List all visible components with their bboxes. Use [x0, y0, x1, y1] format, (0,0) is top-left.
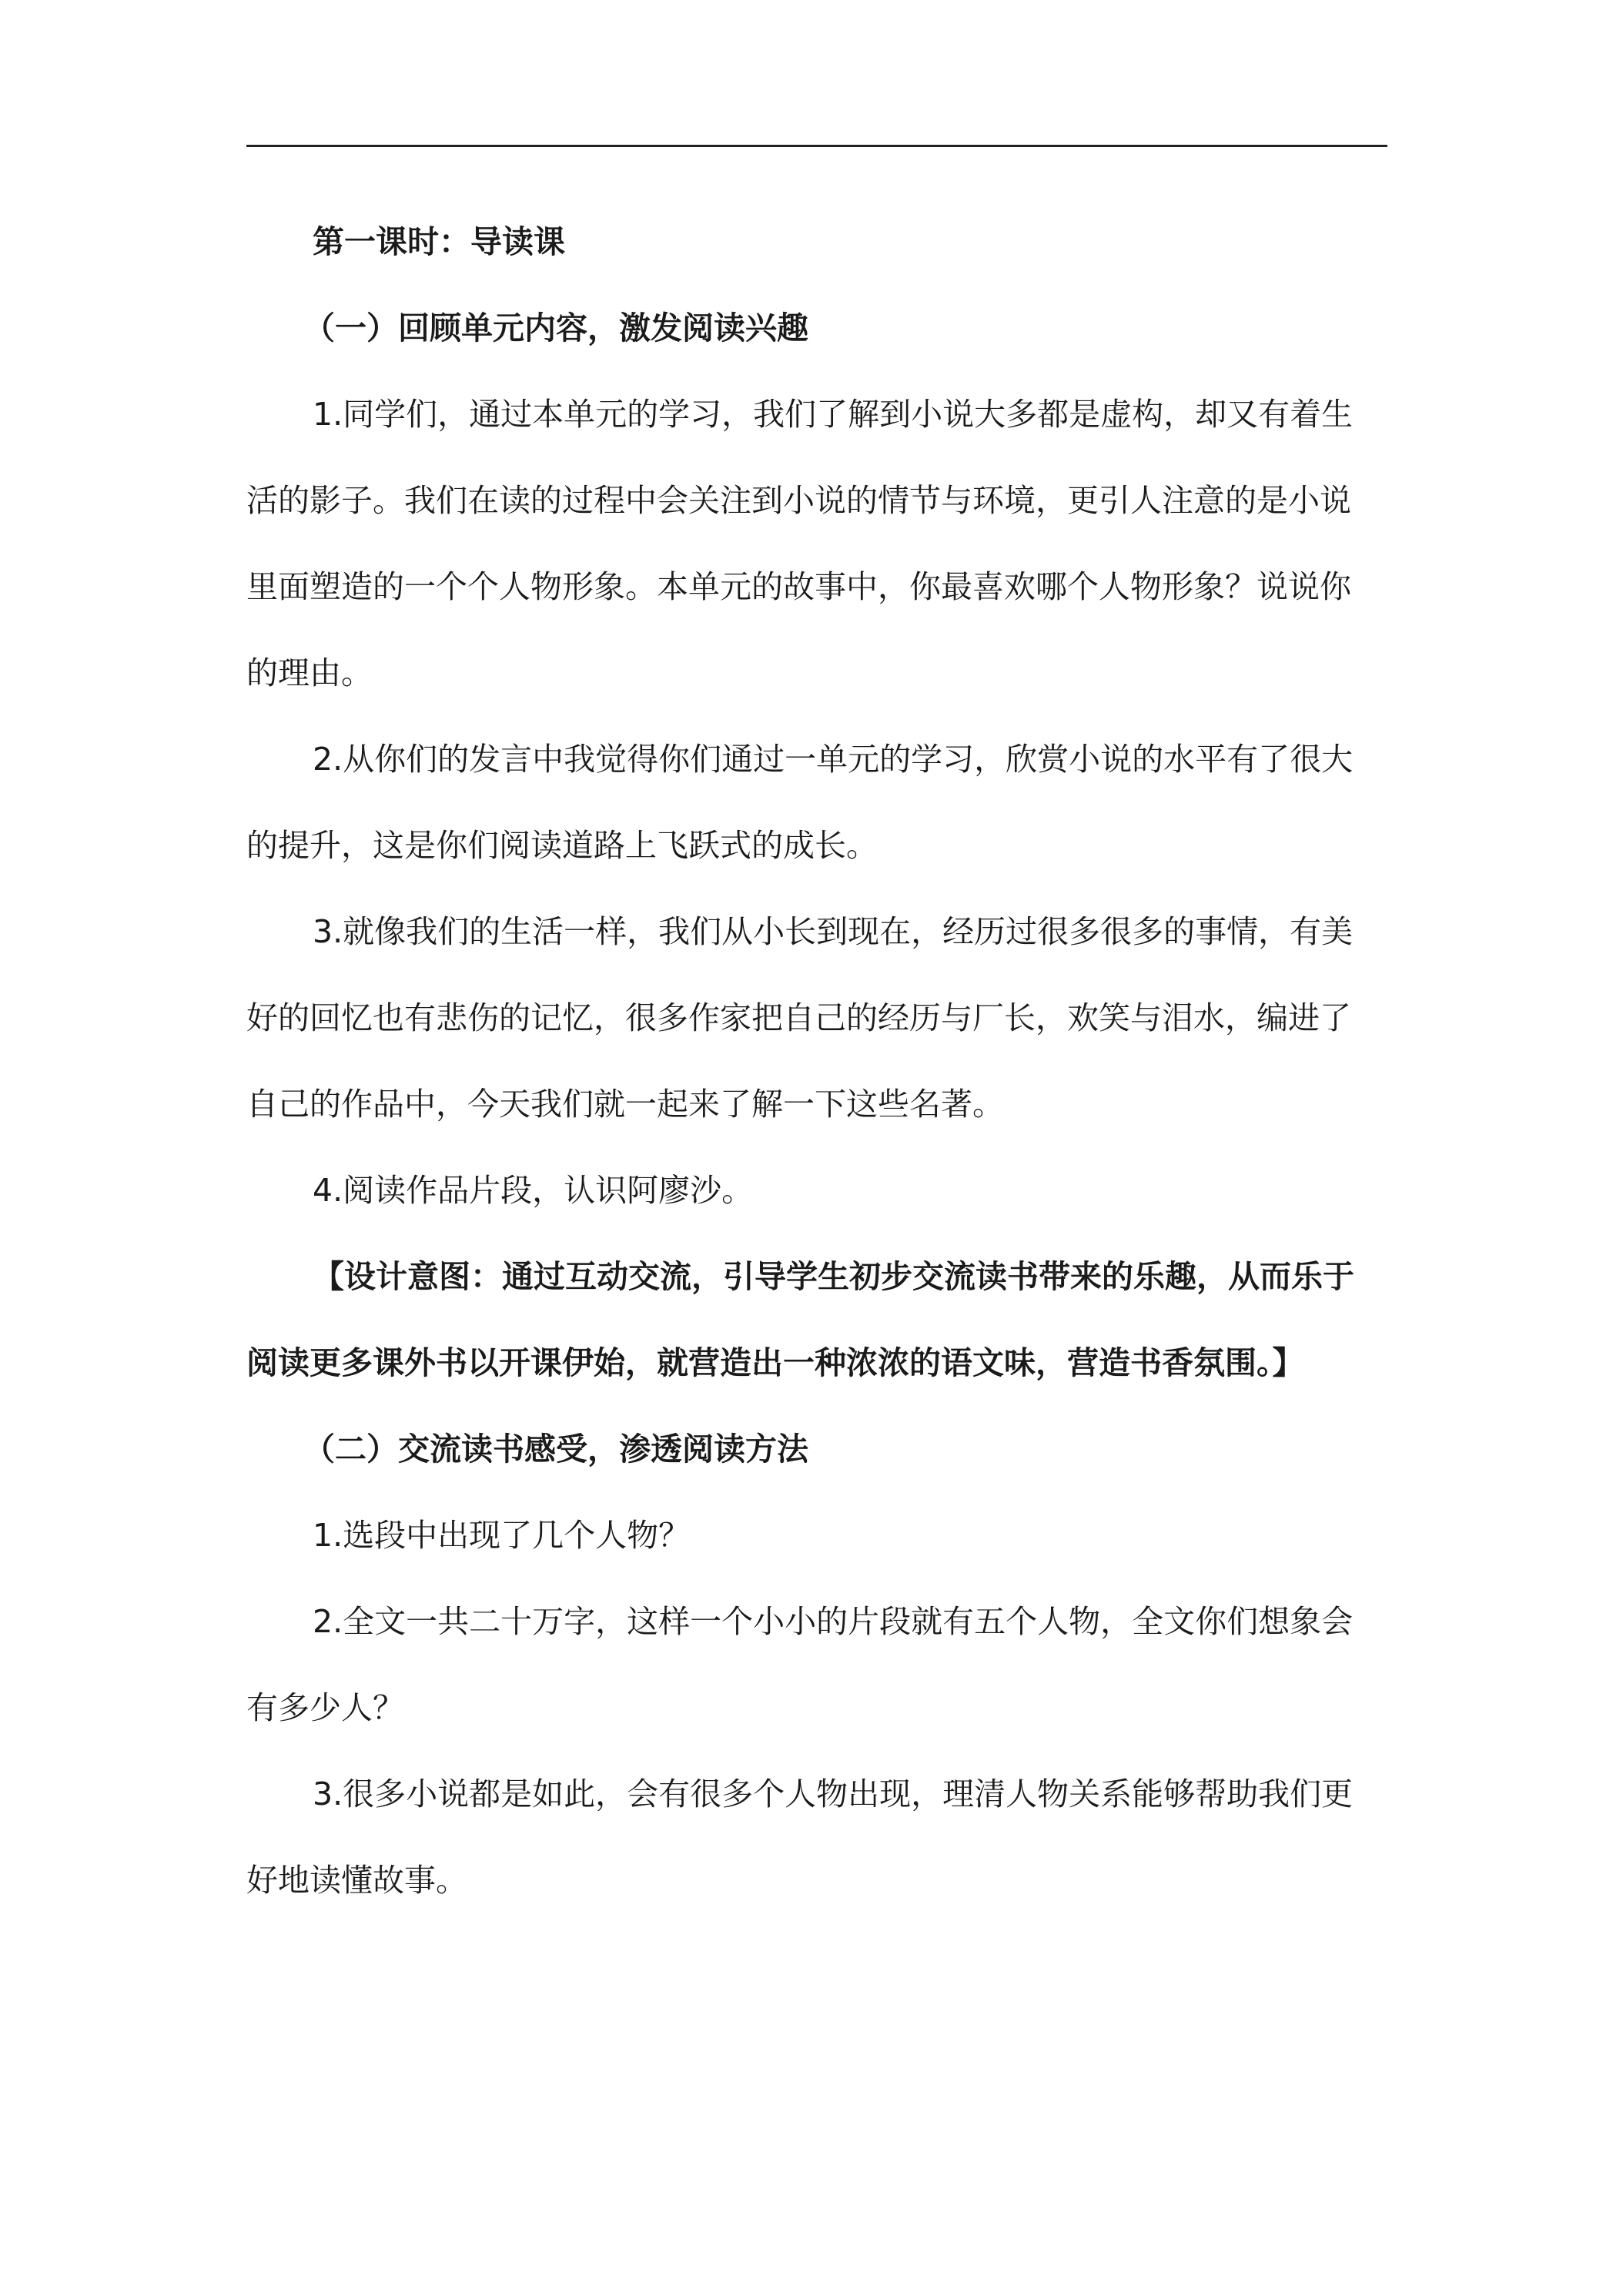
design-intent-line: 阅读更多课外书以开课伊始，就营造出一种浓浓的语文味，营造书香氛围。】 [246, 1344, 1304, 1381]
paragraph-line: 自己的作品中，今天我们就一起来了解一下这些名著。 [246, 1086, 1004, 1123]
paragraph-line: 里面塑造的一个个人物形象。本单元的故事中，你最喜欢哪个人物形象？说说你 [246, 568, 1351, 605]
design-intent-line: 【设计意图：通过互动交流，引导学生初步交流读书带来的乐趣，从而乐于 [313, 1258, 1354, 1295]
paragraph-line: 好的回忆也有悲伤的记忆，很多作家把自己的经历与厂长，欢笑与泪水，编进了 [246, 999, 1351, 1036]
paragraph-line: 的提升，这是你们阅读道路上飞跃式的成长。 [246, 827, 878, 864]
paragraph-line: 的理由。 [246, 654, 373, 691]
lesson-title: 第一课时：导读课 [313, 223, 565, 260]
question-line: 2.全文一共二十万字，这样一个小小的片段就有五个人物，全文你们想象会 [313, 1603, 1354, 1640]
paragraph-line: 1.同学们，通过本单元的学习，我们了解到小说大多都是虚构，却又有着生 [313, 396, 1354, 433]
question-line: 好地读懂故事。 [246, 1862, 467, 1899]
question-line: 有多少人？ [246, 1689, 404, 1726]
question-line: 1.选段中出现了几个人物？ [313, 1517, 691, 1554]
question-line: 3.很多小说都是如此，会有很多个人物出现，理清人物关系能够帮助我们更 [313, 1776, 1354, 1812]
section-heading: （二）交流读书感受，渗透阅读方法 [303, 1431, 808, 1468]
paragraph-line: 2.从你们的发言中我觉得你们通过一单元的学习，欣赏小说的水平有了很大 [313, 741, 1354, 778]
paragraph-line: 活的影子。我们在读的过程中会关注到小说的情节与环境，更引人注意的是小说 [246, 482, 1351, 519]
section-heading: （一）回顾单元内容，激发阅读兴趣 [303, 310, 808, 346]
document-body [246, 199, 1387, 1923]
header-rule [246, 145, 1387, 147]
paragraph-line: 4.阅读作品片段，认识阿廖沙。 [313, 1172, 754, 1209]
paragraph-line: 3.就像我们的生活一样，我们从小长到现在，经历过很多很多的事情，有美 [313, 913, 1354, 950]
